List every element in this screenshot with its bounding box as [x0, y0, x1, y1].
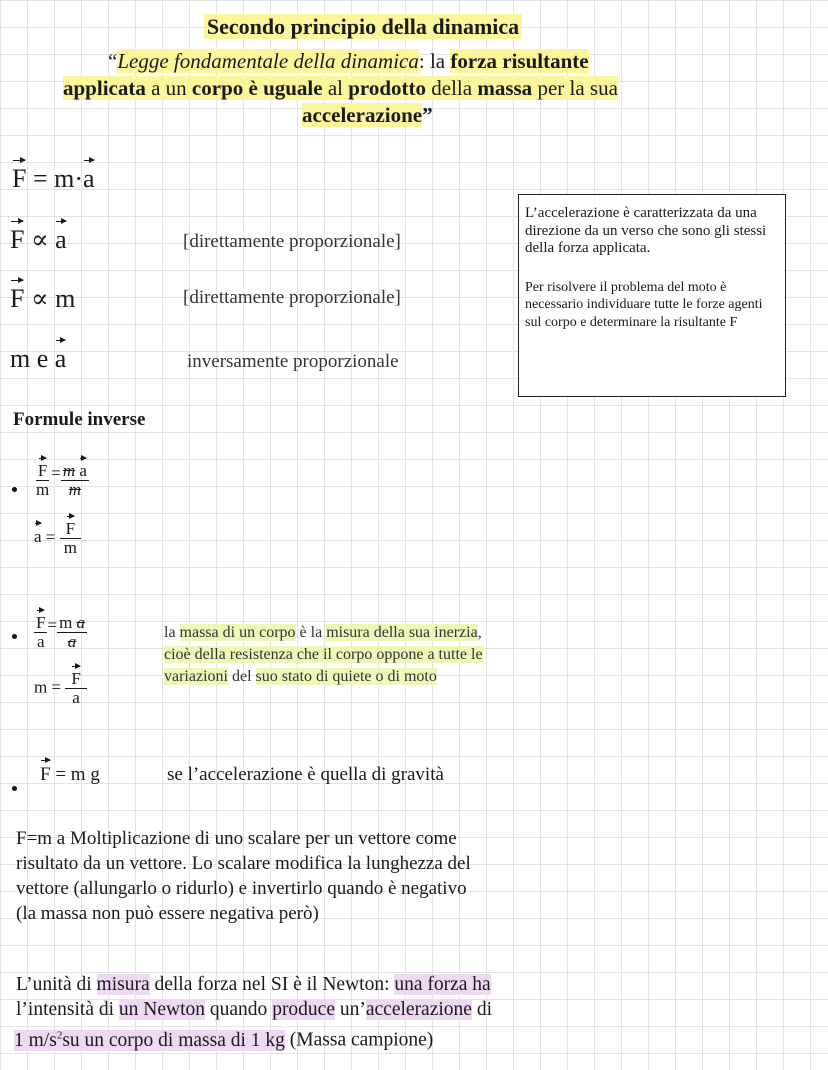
result-1: a = $\frac{F}{m}$ [34, 520, 81, 557]
title-text: Secondo principio della dinamica [204, 14, 522, 39]
proportional-icon: ∝ [24, 284, 56, 313]
quote-line-1: “Legge fondamentale della dinamica: la forza risultante [108, 49, 589, 73]
inertia-line-1: la massa di un corpo è la misura della sua inerzia, [164, 624, 482, 641]
section-title: Formule inverse [13, 409, 146, 430]
box-para-1: L’accelerazione è caratterizzata da una direzione da un verso che sono gli stessi della forza applicata. [525, 205, 767, 256]
scalar-line-2: risultato da un vettore. Lo scalare modifica la lunghezza del [16, 853, 471, 874]
note-prop-m: [direttamente proporzionale] [183, 287, 401, 308]
inertia-line-3: variazioni del suo stato di quiete o di moto [164, 668, 437, 685]
note-inverse-prop: inversamente proporzionale [187, 351, 399, 372]
page-title [0, 14, 726, 40]
equation-prop-m: F ∝ m [10, 284, 76, 313]
scalar-line-1: F=m a Moltiplicazione di uno scalare per un vettore come [16, 828, 457, 849]
quote-italic: Legge fondamentale della dinamica [117, 49, 419, 73]
equation-main: F = m·a [12, 164, 95, 193]
gravity-note: se l’accelerazione è quella di gravità [167, 764, 444, 785]
info-box [518, 194, 786, 397]
proportional-icon: ∝ [24, 225, 56, 254]
formula-1: $\frac{F}{m}$ = $\frac{\text{m a}}{m}$ [36, 461, 87, 499]
newton-line-3: 1 $m/s^2su$ un corpo di massa di 1 kg (Massa campione) [14, 1029, 434, 1051]
bullet-2 [12, 634, 17, 639]
bullet-1 [12, 487, 17, 492]
newton-line-2: l’intensità di un Newton quando produce un’accelerazione di [16, 999, 492, 1020]
scalar-line-4: (la massa non può essere negativa però) [16, 903, 319, 924]
forza-risultante: forza risultante [450, 49, 589, 73]
note-prop-a: [direttamente proporzionale] [183, 231, 401, 252]
bullet-3 [12, 786, 17, 791]
box-para-2: Per risolvere il problema del moto è necessario individuare tutte le forze agenti sul corpo e determinare la risultante F [525, 279, 763, 330]
inertia-line-2: cioè della resistenza che il corpo oppone a tutte le [164, 646, 483, 663]
scalar-line-3: vettore (allungarlo o ridurlo) e invertirlo quando è negativo [16, 878, 467, 899]
equation-prop-a: F ∝ a [10, 225, 67, 254]
formula-2: $\frac{F}{a}$ = $\frac{\text{m a}}{a}$ [36, 613, 86, 651]
formula-3: F = m g [40, 764, 100, 785]
equation-inverse-prop: m e a [10, 344, 67, 373]
newton-line-1: L’unità di misura della forza nel SI è il Newton: una forza ha [16, 974, 491, 995]
quote-line-2: applicata a un corpo è uguale al prodotto della massa per la sua [63, 76, 618, 100]
result-2: m = $\frac{F}{a}$ [34, 670, 87, 707]
quote-line-3: accelerazione” [302, 103, 433, 127]
